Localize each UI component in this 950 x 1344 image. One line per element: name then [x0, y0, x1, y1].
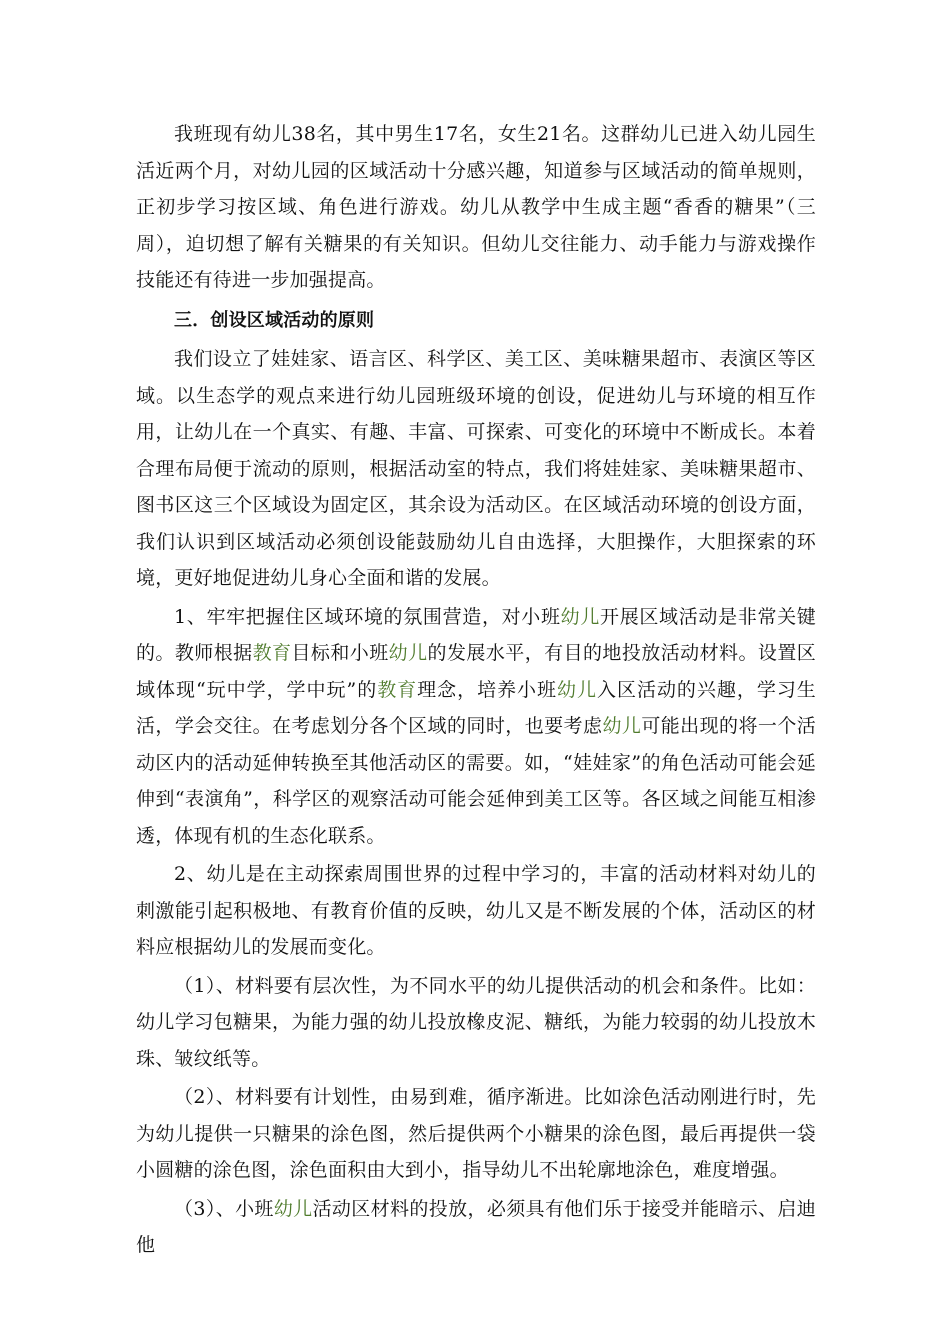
text-run: 可能出现的将一个活动区内的活动延伸转换至其他活动区的需要。如，“娃娃家”的角色活动可能会延伸到“表演角”，科学区的观察活动可能会延伸到美工区等。各区域之间能互相渗透，体现有机的生态化联系。	[136, 715, 816, 847]
text-run: 1、牢牢把握住区域环境的氛围营造，对小班	[174, 605, 561, 628]
material-point-3-paragraph	[136, 1191, 816, 1264]
keyword-link-jiaoyu[interactable]: 教育	[252, 642, 292, 664]
document-body	[136, 114, 816, 1264]
keyword-link-youer[interactable]: 幼儿	[602, 715, 642, 737]
class-overview-paragraph: 我班现有幼儿38名，其中男生17名，女生21名。这群幼儿已进入幼儿园生活近两个月，对幼儿园的区域活动十分感兴趣，知道参与区域活动的简单规则，正初步学习按区域、角色进行游戏。幼儿从教学中生成主题“香香的糖果”（三周），迫切想了解有关糖果的有关知识。但幼儿交往能力、动手能力与游戏操作技能还有待进一步加强提高。	[136, 123, 816, 291]
text-run: 目标和小班	[291, 642, 389, 664]
keyword-link-youer[interactable]: 幼儿	[560, 605, 601, 628]
keyword-link-youer[interactable]: 幼儿	[557, 678, 597, 701]
text-run: 活动区材料的投放，必须具有他们乐于接受并能暗示、启迪他	[136, 1197, 817, 1256]
principle-2-paragraph: 2、幼儿是在主动探索周围世界的过程中学习的，丰富的活动材料对幼儿的刺激能引起积极地、有教育价值的反映，幼儿又是不断发展的个体，活动区的材料应根据幼儿的发展而变化。	[136, 863, 816, 958]
area-setup-paragraph: 我们设立了娃娃家、语言区、科学区、美工区、美味糖果超市、表演区等区域。以生态学的观点来进行幼儿园班级环境的创设，促进幼儿与环境的相互作用，让幼儿在一个真实、有趣、丰富、可探索、可变化的环境中不断成长。本着合理布局便于流动的原则，根据活动室的特点，我们将娃娃家、美味糖果超市、图书区这三个区域设为固定区，其余设为活动区。在区域活动环境的创设方面，我们认识到区域活动必须创设能鼓励幼儿自由选择，大胆操作，大胆探索的环境，更好地促进幼儿身心全面和谐的发展。	[136, 348, 816, 589]
text-run: 的发展水平，有目的地投放活动材料。设置区域体现“玩中学，学中玩”的	[136, 642, 816, 701]
keyword-link-youer[interactable]: 幼儿	[388, 642, 428, 664]
text-run: （3）、小班	[174, 1197, 274, 1220]
principle-1-paragraph	[136, 599, 816, 855]
text-run: 开展区域活动是非常关键的。教师根据	[136, 605, 816, 664]
material-point-2-paragraph: （2）、材料要有计划性，由易到难，循序渐进。比如涂色活动刚进行时，先为幼儿提供一只糖果的涂色图，然后提供两个小糖果的涂色图，最后再提供一袋小圆糖的涂色图，涂色面积由大到小，指导幼儿不出轮廓地涂色，难度增强。	[136, 1086, 816, 1181]
section-heading-principles: 三．创设区域活动的原则	[174, 309, 375, 331]
text-run: 入区活动的兴趣，学习生活，学会交往。在考虑划分各个区域的同时，也要考虑	[136, 678, 817, 737]
material-point-1-paragraph: （1）、材料要有层次性，为不同水平的幼儿提供活动的机会和条件。比如：幼儿学习包糖果，为能力强的幼儿投放橡皮泥、糖纸，为能力较弱的幼儿投放木珠、皱纹纸等。	[136, 974, 816, 1070]
text-run: 理念，培养小班	[417, 678, 558, 701]
keyword-link-jiaoyu[interactable]: 教育	[377, 678, 418, 701]
keyword-link-youer[interactable]: 幼儿	[273, 1197, 313, 1220]
